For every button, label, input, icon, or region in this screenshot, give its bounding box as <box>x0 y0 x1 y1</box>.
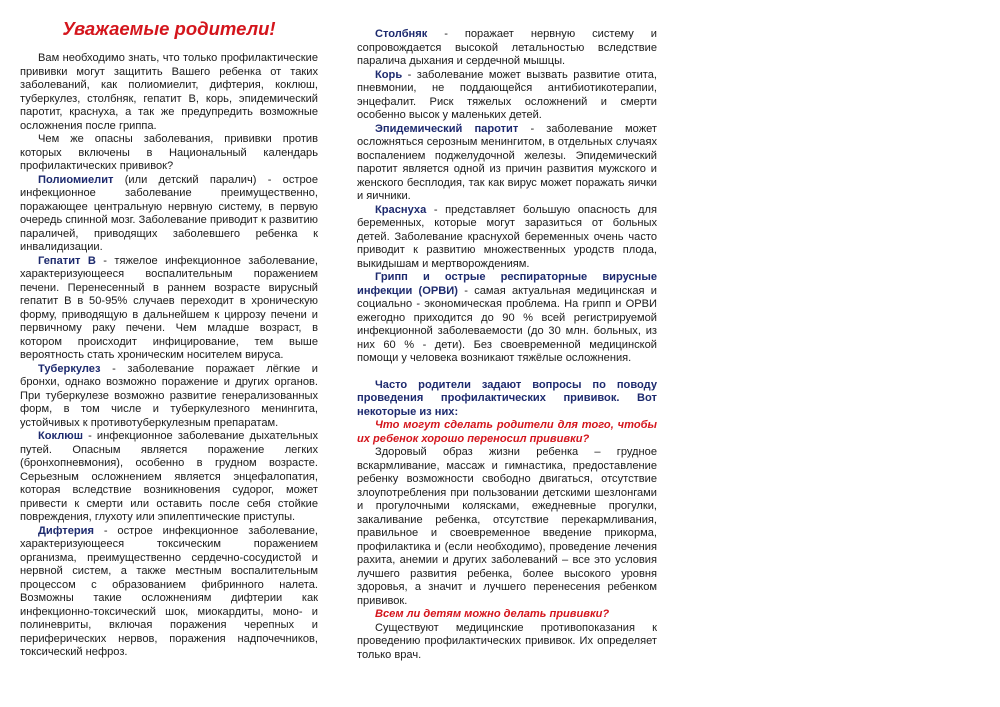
pertussis-term: Коклюш <box>38 430 84 442</box>
hepatitis-b-text: - тяжелое инфекционное заболевание, характеризующееся воспалительным поражением печени. Перенесенный в раннем возрасте вирусный гепатит В в 50-95% случаев переходит в хроническую форму, приводящую в дальнейшем к циррозу печени и первичному раку печени. Чем младше возраст, в котором происходит инфицирование, тем выше вероятность стать хроническим носителем вируса. <box>20 254 318 361</box>
answer-2: Существуют медицинские противопоказания к проведению профилактических прививок. Их определяет только врач. <box>357 621 657 661</box>
question-2: Всем ли детям можно делать прививки? <box>375 608 610 620</box>
pertussis-paragraph <box>20 430 318 525</box>
rubella-paragraph <box>357 204 657 272</box>
diphtheria-text: - острое инфекционное заболевание, характеризующееся токсическим поражением организма, преимущественно сердечно-сосудистой и нервной систем, а также местным воспалительным процессом с образованием фибринного налета. Возможны такие осложнениям дифтерии как инфекционно-токсический шок, миокардиты, моно- и полиневриты, включая поражения черепных и периферических нервов, поражения надпочечников, токсический нефроз. <box>20 524 318 658</box>
tetanus-text: - поражает нервную систему и сопровождается высокой летальностью вследствие паралича дыхания и сердечной мышцы. <box>357 28 657 67</box>
flu-text: - самая актуальная медицинская и социально - экономическая проблема. На грипп и ОРВИ ежегодно приходится до 90 % всей регистрируемой инфекционной заболеваемости (до 30 млн. больных, из них 60 % - дети). Без своевременной медицинской помощи у человека возникают тяжёлые осложнения. <box>357 284 657 364</box>
flu-paragraph <box>357 271 657 366</box>
faq-lead: Часто родители задают вопросы по поводу проведения профилактических прививок. Вот некоторые из них: <box>357 378 657 418</box>
measles-paragraph <box>357 69 657 123</box>
tuberculosis-term: Туберкулез <box>38 362 101 375</box>
section-spacer <box>357 366 657 379</box>
hepatitis-b-term: Гепатит В <box>38 254 96 267</box>
rubella-term: Краснуха <box>375 203 427 216</box>
page-title: Уважаемые родители! <box>62 18 276 39</box>
flu-term: Грипп и острые респираторные вирусные инфекции (ОРВИ) <box>357 271 657 297</box>
left-column <box>20 18 318 660</box>
question-1: Что могут сделать родители для того, чтобы их ребенок хорошо переносил прививки? <box>357 419 657 445</box>
hepatitis-b-paragraph <box>20 255 318 363</box>
polio-term: Полиомиелит <box>38 173 114 186</box>
rubella-text: - представляет большую опасность для беременных, которые могут заразиться от больных детей. Заболевание краснухой беременных очень часто приводит к развитию множественных уродств плода, выкидышам и мертворождениям. <box>357 203 657 270</box>
diphtheria-term: Дифтерия <box>38 524 94 537</box>
answer-1: Здоровый образ жизни ребенка – грудное вскармливание, массаж и гимнастика, предоставление ребенку возможности свободно двигаться, отсутствие злоупотребления при пользовании детскими шезлонгами и прогулочными колясками, ежедневные прогулки, закаливание ребенка, отсутствие перекармливания, правильное и своевременное введение прикорма, профилактика и (если необходимо), проведение лечения рахита, анемии и других заболеваний – все это условия лучшего развития ребенка, более высокого уровня здоровья, а значит и лучшего перенесения ребенком прививок. <box>357 446 657 607</box>
pertussis-text: - инфекционное заболевание дыхательных путей. Опасным является поражение легких (бронхопневмония), особенно в грудном возрасте. Серьезным осложнением является энцефалопатия, которая вследствие возникновения судорог, может привести к смерти или оставить после себя стойкие повреждения, глухоту или эпилептические приступы. <box>20 430 318 523</box>
measles-text: - заболевание может вызвать развитие отита, пневмонии, не поддающейся антибиотикотерапии, энцефалит. Риск тяжелых осложнений и смерти особенно высок у маленьких детей. <box>357 68 657 121</box>
mumps-paragraph <box>357 123 657 204</box>
intro-paragraph-2: Чем же опасны заболевания, прививки против которых включены в Национальный календарь профилактических прививок? <box>20 133 318 172</box>
diphtheria-paragraph <box>20 525 318 660</box>
intro-paragraph-1: Вам необходимо знать, что только профилактические прививки могут защитить Вашего ребенка от таких заболеваний, как полиомиелит, дифтерия, коклюш, туберкулез, столбняк, гепатит В, корь, эпидемический паротит, краснуха, а так же предупредить возможные осложнения после гриппа. <box>20 52 318 132</box>
mumps-term: Эпидемический паротит <box>375 122 519 135</box>
polio-paragraph <box>20 174 318 255</box>
tetanus-paragraph <box>357 28 657 69</box>
tuberculosis-text: - заболевание поражает лёгкие и бронхи, однако возможно поражение и других органов. При туберкулезе возможно развитие генерализованных форм, в том числе и туберкулезного менингита, устойчивых к противотуберкулезным препаратам. <box>20 362 318 429</box>
mumps-text: - заболевание может осложняться серозным менингитом, в отдельных случаях воспалением поджелудочной железы. Эпидемический паротит является одной из причин развития мужского и женского бесплодия, так как вирус может поражать яички и яичники. <box>357 122 658 202</box>
tuberculosis-paragraph <box>20 363 318 431</box>
measles-term: Корь <box>375 68 403 81</box>
polio-text: (или детский паралич) - острое инфекционное заболевание преимущественно, поражающее центральную нервную систему, в первую очередь спинной мозг. Заболевание приводит к развитию параличей, приводящих заболевшего ребенка к инвалидизации. <box>20 173 318 253</box>
right-column <box>357 28 657 662</box>
tetanus-term: Столбняк <box>375 28 428 40</box>
